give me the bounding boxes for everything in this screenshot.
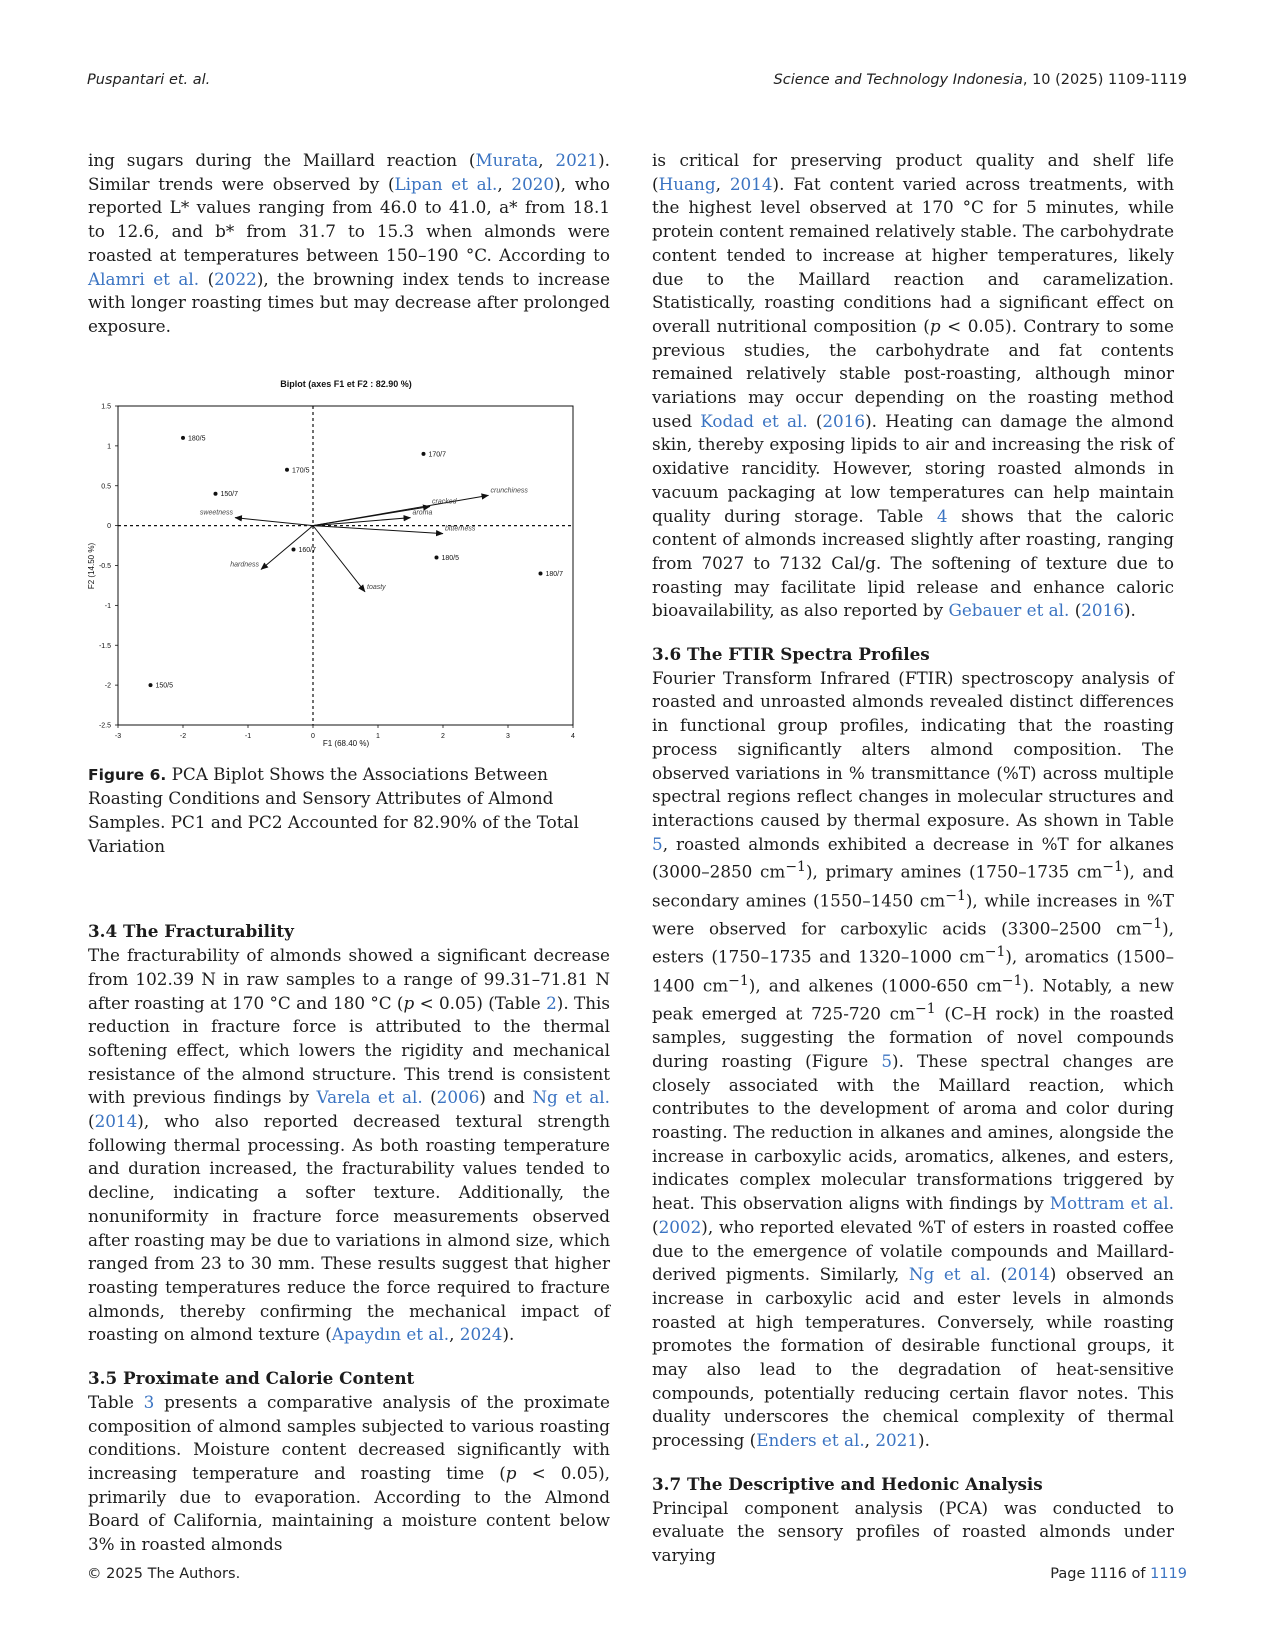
x-tick-label: 2	[441, 732, 445, 740]
right-column	[652, 149, 1174, 1568]
figure-caption	[88, 763, 610, 859]
observation-label: 150/7	[220, 490, 239, 498]
section-heading-3-4: 3.4 The Fracturability	[88, 921, 294, 942]
journal-name: Science and Technology Indonesia	[773, 72, 1023, 88]
x-tick-label: -3	[114, 732, 122, 740]
footer-page-number: Page 1116 of 1119	[1050, 1566, 1187, 1582]
section-heading-3-7: 3.7 The Descriptive and Hedonic Analysis	[652, 1473, 1043, 1494]
citation-link[interactable]: Mottram et al.	[1049, 1193, 1174, 1214]
paragraph-proximate: Table 3 presents a comparative analysis of the proximate composition of almond samples subjected to various roasting conditions. Moisture content decreased significantly with increasing temperature and roasting time (p < 0.05), primarily due to evaporation. According to the Almond Board of California, maintaining a moisture content below 3% in roasted almonds	[88, 1391, 610, 1555]
citation-link[interactable]: 2006	[436, 1087, 480, 1108]
citation-link[interactable]: Gebauer et al.	[948, 600, 1070, 621]
citation-link[interactable]: 2002	[658, 1216, 702, 1237]
citation-link[interactable]: Kodad et al.	[700, 410, 808, 431]
observation-point	[292, 547, 296, 551]
citation-link[interactable]: Ng et al.	[908, 1264, 991, 1285]
figure-label: Figure 6.	[88, 765, 167, 784]
citation-link[interactable]: 2020	[511, 173, 555, 194]
observation-label: 180/5	[188, 435, 206, 443]
x-tick-label: 0	[311, 732, 315, 740]
observation-point	[422, 451, 426, 455]
table-link[interactable]: 3	[143, 1391, 155, 1412]
citation-link[interactable]: Varela et al.	[316, 1087, 423, 1108]
citation-link[interactable]: Lipan et al.	[394, 173, 498, 194]
left-column	[88, 149, 610, 1557]
observation-point	[149, 683, 153, 687]
section-heading-3-6: 3.6 The FTIR Spectra Profiles	[652, 644, 930, 665]
observation-label: 170/7	[428, 450, 447, 458]
figure-link[interactable]: 5	[881, 1050, 893, 1071]
table-link[interactable]: 5	[652, 833, 663, 854]
header-citation	[774, 72, 1187, 88]
y-tick-label: -2.5	[98, 722, 111, 730]
y-tick-label: 1.5	[101, 403, 111, 411]
y-tick-label: -0.5	[98, 562, 111, 570]
variable-label: bitterness	[445, 525, 476, 533]
header-authors: Puspantari et. al.	[87, 72, 211, 88]
observation-label: 150/5	[155, 682, 174, 690]
y-axis-label: F2 (14.50 %)	[87, 542, 96, 589]
footer-copyright: © 2025 The Authors.	[87, 1566, 241, 1582]
observation-label: 160/7	[298, 546, 317, 554]
y-tick-label: -1	[104, 602, 111, 610]
variable-label: toasty	[367, 583, 386, 591]
observation-label: 170/5	[292, 466, 310, 474]
figure-6-pca-biplot	[88, 367, 610, 763]
biplot-chart	[88, 367, 610, 763]
paragraph-proximate-continued: is critical for preserving product quality and shelf life (Huang, 2014). Fat content varied across treatments, with the highest level observed at 170 °C for 5 minutes, while protein content remained relatively stable. The carbohydrate content tended to increase at higher temperatures, likely due to the Maillard reaction and caramelization. Statistically, roasting conditions had a significant effect on overall nutritional composition (p < 0.05). Contrary to some previous studies, the carbohydrate and fat contents remained relatively stable post-roasting, although minor variations may occur depending on the roasting method used Kodad et al. (2016). Heating can damage the almond skin, thereby exposing lipids to air and increasing the risk of oxidative rancidity. However, storing roasted almonds in vacuum packaging at low temperatures can help maintain quality during storage. Table 4 shows that the caloric content of almonds increased slightly after roasting, ranging from 7027 to 7132 Cal/g. The softening of texture due to roasting may facilitate lipid release and enhance caloric bioavailability, as also reported by Gebauer et al. (2016).	[652, 150, 1175, 621]
observation-point	[539, 571, 543, 575]
y-tick-label: 0.5	[101, 482, 111, 490]
y-tick-label: 0	[107, 522, 111, 530]
citation-link[interactable]: Apaydın et al.	[331, 1324, 450, 1345]
variable-vector	[313, 525, 443, 533]
observation-point	[435, 555, 439, 559]
citation-link[interactable]: Enders et al.	[756, 1430, 865, 1451]
variable-vector	[313, 525, 365, 591]
x-tick-label: 1	[376, 732, 380, 740]
observation-point	[214, 491, 218, 495]
observation-point	[181, 436, 185, 440]
citation-link[interactable]: 2021	[555, 150, 599, 170]
citation-link[interactable]: Huang	[658, 173, 716, 194]
citation-link[interactable]: 2024	[459, 1324, 503, 1345]
variable-vector	[313, 517, 411, 525]
citation-link[interactable]: 2016	[822, 410, 866, 431]
citation-link[interactable]: 2021	[875, 1430, 919, 1451]
observation-point	[285, 467, 289, 471]
caption-text: PCA Biplot Shows the Associations Between Roasting Conditions and Sensory Attributes of Almond Samples. PC1 and PC2 Accounted for 82.90% of the Total Variation	[88, 763, 579, 856]
citation-link[interactable]: 2014	[1007, 1264, 1050, 1285]
table-link[interactable]: 2	[546, 992, 557, 1013]
x-tick-label: 3	[506, 732, 510, 740]
x-tick-label: 4	[571, 732, 575, 740]
variable-label: sweetness	[199, 509, 233, 517]
x-axis-label: F1 (68.40 %)	[322, 738, 370, 748]
volume-pages: , 10 (2025) 1109-1119	[1022, 72, 1187, 88]
paragraph-descriptive: Principal component analysis (PCA) was conducted to evaluate the sensory profiles of roasted almonds under varying	[652, 1497, 1174, 1565]
citation-link[interactable]: 2014	[729, 173, 773, 194]
observation-label: 180/7	[545, 570, 564, 578]
observation-label: 180/5	[441, 554, 460, 562]
x-tick-label: -2	[179, 732, 187, 740]
citation-link[interactable]: 2022	[214, 268, 257, 289]
citation-link[interactable]: Alamri et al.	[88, 268, 200, 289]
x-tick-label: -1	[244, 732, 252, 740]
paragraph-color-discussion: ing sugars during the Maillard reaction (Murata, 2021). Similar trends were observed by (Lipan et al., 2020), who reported L* values ranging from 46.0 to 41.0, a* from 18.1 to 12.6, and b* from 31.7 to 15.3 when almonds were roasted at temperatures between 150–190 °C. According to Alamri et al. (2022), the browning index tends to increase with longer roasting times but may decrease after prolonged exposure.	[88, 150, 611, 336]
citation-link[interactable]: 2016	[1081, 600, 1124, 621]
citation-link[interactable]: 2014	[94, 1111, 138, 1132]
y-tick-label: 1	[107, 443, 111, 450]
variable-label: hardness	[230, 561, 259, 569]
variable-label: cracked	[432, 498, 457, 506]
citation-link[interactable]: Ng et al.	[532, 1087, 610, 1108]
citation-link[interactable]: Murata	[475, 150, 539, 170]
table-link[interactable]: 4	[936, 505, 948, 526]
y-tick-label: -2	[104, 682, 111, 690]
variable-label: aroma	[412, 509, 433, 517]
chart-title: Biplot (axes F1 et F2 : 82.90 %)	[280, 378, 412, 389]
y-tick-label: -1.5	[98, 642, 111, 650]
last-page-link[interactable]: 1119	[1150, 1566, 1187, 1582]
variable-vector	[235, 517, 313, 525]
paragraph-ftir: Fourier Transform Infrared (FTIR) spectroscopy analysis of roasted and unroasted almonds revealed distinct differences in functional group profiles, indicating that the roasting process significantly alters almond composition. The observed variations in % transmittance (%T) across multiple spectral regions reflect changes in molecular structures and interactions caused by thermal exposure. As shown in Table 5, roasted almonds exhibited a decrease in %T for alkanes (3000–2850 $cm^{-1}$), primary amines (1750–1735 $cm^{-1}$), and secondary amines (1550–1450 $cm^{-1}$), while increases in %T were observed for carboxylic acids (3300–2500 $cm^{-1}$), esters (1750–1735 and 1320–1000 $cm^{-1}$), aromatics (1500–1400 $cm^{-1}$), and alkenes (1000-650 $cm^{-1}$). Notably, a new peak emerged at 725-720 $cm^{-1}$ (C–H rock) in the roasted samples, suggesting the formation of novel compounds during roasting (Figure 5). These spectral changes are closely associated with the Maillard reaction, which contributes to the development of aroma and color during roasting. The reduction in alkanes and amines, alongside the increase in carboxylic acids, aromatics, alkenes, and esters, indicates complex molecular transformations triggered by heat. This observation aligns with findings by Mottram et al. (2002), who reported elevated %T of esters in roasted coffee due to the emergence of volatile compounds and Maillard-derived pigments. Similarly, Ng et al. (2014) observed an increase in carboxylic acid and ester levels in almonds roasted at high temperatures. Conversely, while roasting promotes the formation of desirable functional groups, it may also lead to the degradation of heat-sensitive compounds, potentially reducing certain flavor notes. This duality underscores the chemical complexity of thermal processing (Enders et al., 2021).	[652, 667, 1175, 1451]
variable-label: crunchiness	[490, 486, 528, 494]
plot-frame	[118, 406, 573, 725]
section-heading-3-5: 3.5 Proximate and Calorie Content	[88, 1368, 415, 1389]
paragraph-fracturability: The fracturability of almonds showed a significant decrease from 102.39 N in raw samples to a range of 99.31–71.81 N after roasting at 170 °C and 180 °C (p < 0.05) (Table 2). This reduction in fracture force is attributed to the thermal softening effect, which lowers the rigidity and mechanical resistance of the almond structure. This trend is consistent with previous findings by Varela et al. (2006) and Ng et al. (2014), who also reported decreased textural strength following thermal processing. As both roasting temperature and duration increased, the fracturability values tended to decline, indicating a softer texture. Additionally, the nonuniformity in fracture force measurements observed after roasting may be due to variations in almond size, which ranged from 23 to 30 mm. These results suggest that higher roasting temperatures reduce the force required to fracture almonds, thereby confirming the mechanical impact of roasting on almond texture (Apaydın et al., 2024).	[88, 945, 610, 1345]
